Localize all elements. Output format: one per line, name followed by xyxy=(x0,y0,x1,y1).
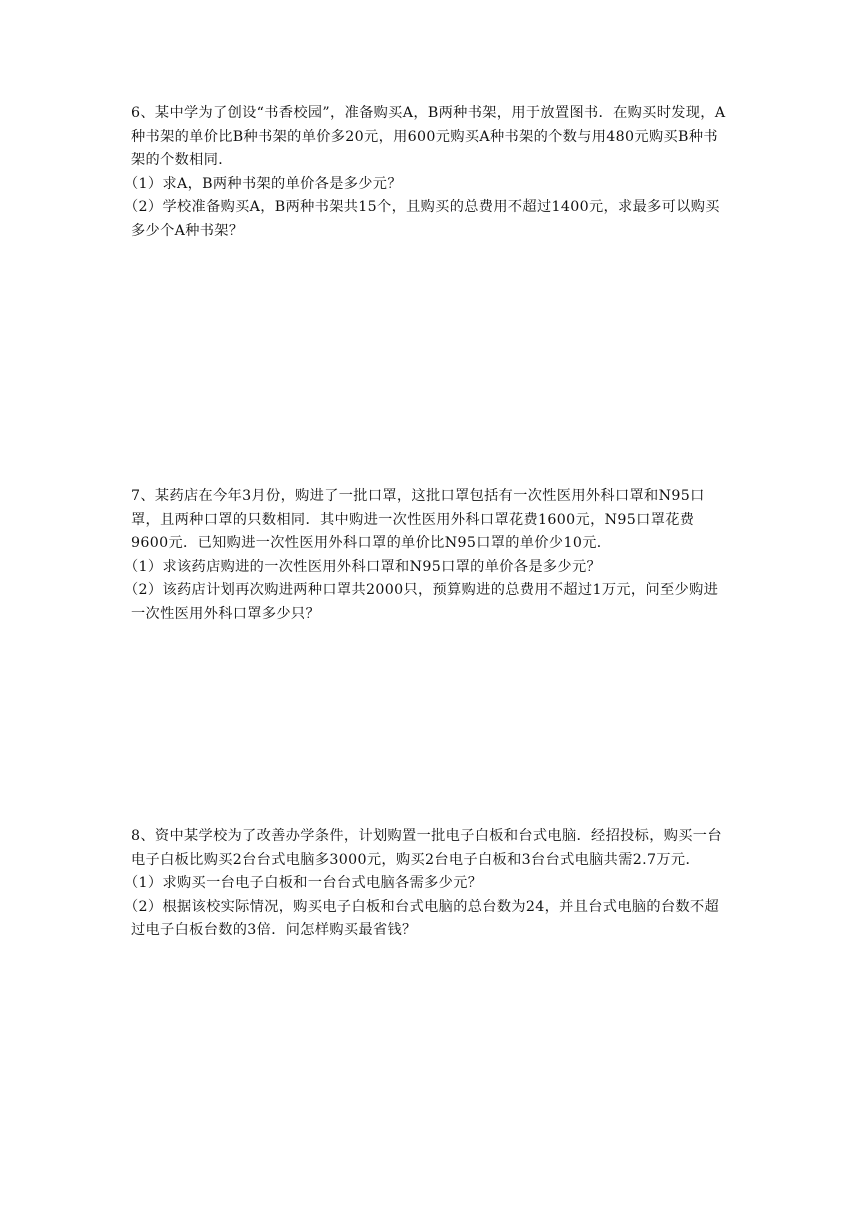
problem-7 xyxy=(124,485,731,626)
problem-8-stem: 8、资中某学校为了改善办学条件，计划购置一批电子白板和台式电脑．经招投标，购买一台电子白板比购买2台台式电脑多3000元，购买2台电子白板和3台台式电脑共需2.7万元． xyxy=(131,828,722,868)
problem-6-stem: 6、某中学为了创设“书香校园”，准备购买A，B两种书架，用于放置图书．在购买时发现，A种书架的单价比B种书架的单价多20元，用600元购买A种书架的个数与用480元购买B种书架的个数相同． xyxy=(131,105,726,168)
problem-7-part-2: （2）该药店计划再次购进两种口罩共2000只，预算购进的总费用不超过1万元，问至少购进一次性医用外科口罩多少只？ xyxy=(124,582,719,622)
problem-8-part-2: （2）根据该校实际情况，购买电子白板和台式电脑的总台数为24，并且台式电脑的台数不超过电子白板台数的3倍．问怎样购买最省钱？ xyxy=(124,898,720,938)
problem-8 xyxy=(124,825,731,943)
problem-8-part-1: （1）求购买一台电子白板和一台台式电脑各需多少元？ xyxy=(124,875,483,891)
problem-6-part-1: （1）求A，B两种书架的单价各是多少元？ xyxy=(124,175,402,192)
problem-6-part-2: （2）学校准备购买A，B两种书架共15个，且购买的总费用不超过1400元，求最多可以购买多少个A种书架？ xyxy=(124,199,720,239)
problem-7-stem: 7、某药店在今年3月份，购进了一批口罩，这批口罩包括有一次性医用外科口罩和N95口罩，且两种口罩的只数相同．其中购进一次性医用外科口罩花费1600元，N95口罩花费9600元．已知购进一次性医用外科口罩的单价比N95口罩的单价少10元． xyxy=(131,488,705,551)
problem-6 xyxy=(124,102,731,243)
problem-7-part-1: （1）求该药店购进的一次性医用外科口罩和N95口罩的单价各是多少元？ xyxy=(124,558,602,575)
